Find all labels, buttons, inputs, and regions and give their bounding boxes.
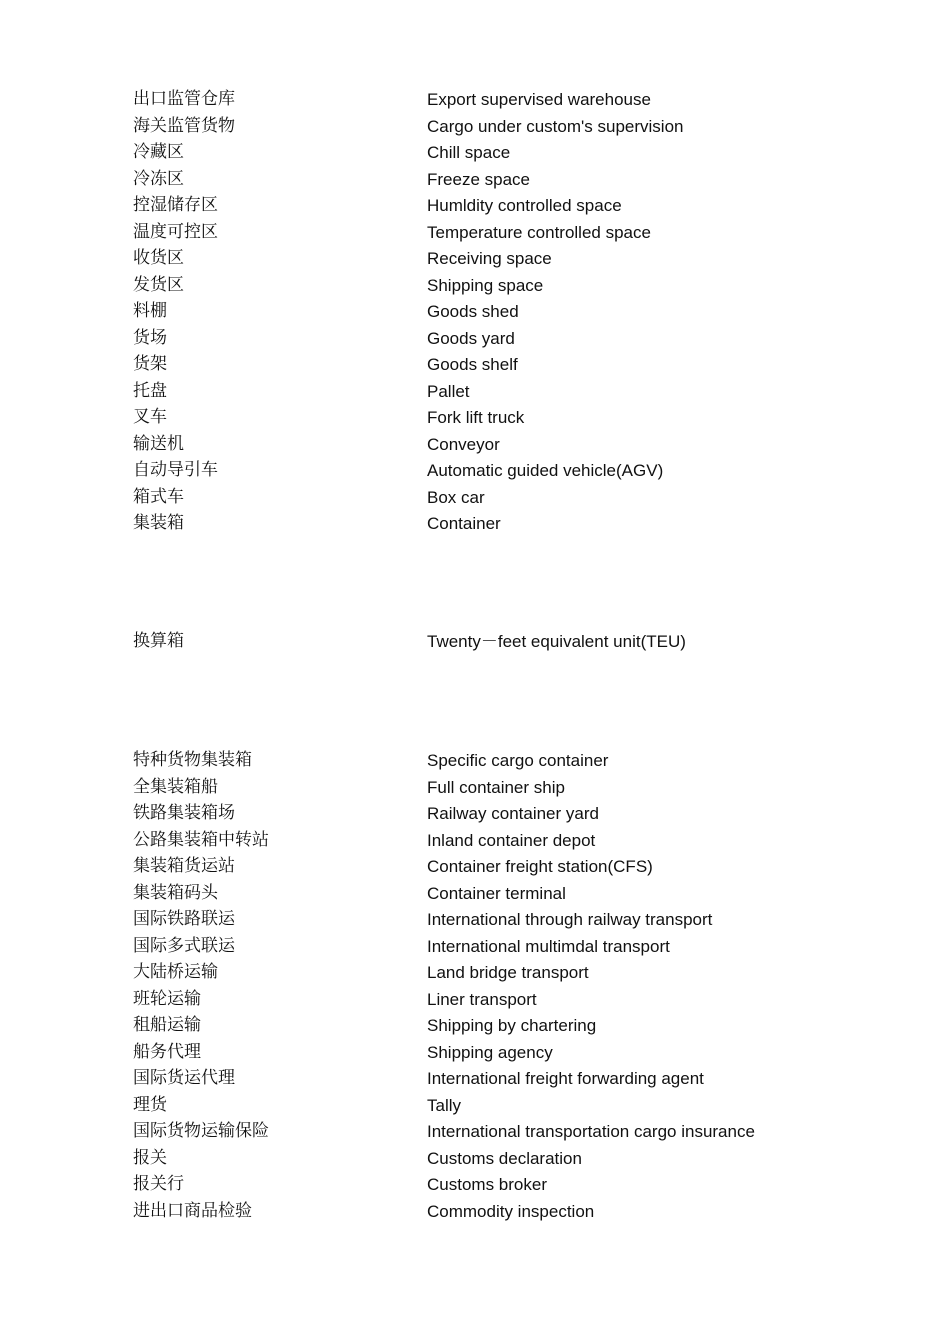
glossary-row — [133, 246, 893, 273]
english-term: Container freight station(CFS) — [427, 857, 653, 876]
chinese-term: 理货 — [133, 1094, 167, 1115]
glossary-group-teu — [133, 629, 893, 656]
english-term: Temperature controlled space — [427, 222, 651, 242]
glossary-row — [133, 1172, 893, 1199]
chinese-term: 国际货物运输保险 — [133, 1121, 269, 1141]
glossary-row — [133, 907, 893, 934]
glossary-row — [133, 629, 893, 656]
glossary-row — [133, 458, 893, 485]
english-term: Cargo under custom's supervision — [427, 116, 684, 136]
chinese-term: 海关监管货物 — [133, 115, 235, 136]
english-term: Container terminal — [427, 883, 566, 903]
english-term: Conveyor — [427, 434, 500, 454]
english-term: Automatic guided vehicle(AGV) — [427, 461, 664, 480]
chinese-term: 出口监管仓库 — [133, 89, 235, 109]
english-term: Goods shelf — [427, 355, 518, 374]
english-term: Goods yard — [427, 328, 515, 348]
english-term: Goods shed — [427, 302, 519, 321]
glossary-row — [133, 1146, 893, 1173]
english-term: Export supervised warehouse — [427, 90, 651, 109]
glossary-row — [133, 748, 893, 775]
english-term: Shipping by chartering — [427, 1016, 597, 1035]
glossary-row — [133, 1066, 893, 1093]
english-term: Specific cargo container — [427, 751, 609, 770]
glossary-row — [133, 114, 893, 141]
chinese-term: 国际多式联运 — [133, 935, 235, 956]
chinese-term: 报关 — [133, 1147, 167, 1168]
english-term: Twenty－feet equivalent unit(TEU) — [427, 632, 686, 651]
glossary-row — [133, 881, 893, 908]
glossary-row — [133, 854, 893, 881]
glossary-row — [133, 1040, 893, 1067]
english-term: Customs declaration — [427, 1148, 582, 1168]
glossary-row — [133, 960, 893, 987]
glossary-row — [133, 405, 893, 432]
english-term: International multimdal transport — [427, 936, 670, 956]
english-term: Customs broker — [427, 1175, 547, 1194]
chinese-term: 大陆桥运输 — [133, 962, 218, 982]
english-term: Tally — [427, 1095, 462, 1115]
chinese-term: 发货区 — [133, 274, 184, 295]
glossary-row — [133, 987, 893, 1014]
glossary-group-transport — [133, 748, 893, 1225]
glossary-row — [133, 87, 893, 114]
chinese-term: 温度可控区 — [133, 221, 218, 242]
english-term: Liner transport — [427, 989, 537, 1009]
chinese-term: 料棚 — [133, 301, 167, 321]
english-term: Chill space — [427, 143, 511, 162]
english-term: Railway container yard — [427, 804, 599, 823]
chinese-term: 货场 — [133, 327, 167, 348]
chinese-term: 自动导引车 — [133, 460, 218, 480]
chinese-term: 全集装箱船 — [133, 776, 218, 797]
english-term: Shipping agency — [427, 1042, 553, 1062]
english-term: Pallet — [427, 381, 470, 401]
english-term: International transportation cargo insurance — [427, 1122, 755, 1141]
chinese-term: 班轮运输 — [133, 988, 201, 1009]
chinese-term: 货架 — [133, 354, 167, 374]
chinese-term: 报关行 — [133, 1174, 184, 1194]
chinese-term: 进出口商品检验 — [133, 1200, 252, 1221]
english-term: Container — [427, 514, 501, 533]
chinese-term: 特种货物集装箱 — [133, 750, 252, 770]
chinese-term: 冷冻区 — [133, 168, 184, 189]
glossary-row — [133, 1119, 893, 1146]
english-term: Land bridge transport — [427, 963, 589, 982]
chinese-term: 控湿储存区 — [133, 195, 218, 215]
glossary-row — [133, 1013, 893, 1040]
chinese-term: 集装箱码头 — [133, 882, 218, 903]
glossary-row — [133, 220, 893, 247]
english-term: Full container ship — [427, 777, 565, 797]
glossary-row — [133, 775, 893, 802]
chinese-term: 国际货运代理 — [133, 1068, 235, 1088]
glossary-row — [133, 828, 893, 855]
glossary-row — [133, 1093, 893, 1120]
english-term: Freeze space — [427, 169, 530, 189]
english-term: Shipping space — [427, 275, 544, 295]
chinese-term: 叉车 — [133, 407, 167, 427]
glossary-row — [133, 485, 893, 512]
glossary-row — [133, 352, 893, 379]
glossary-group-warehousing — [133, 87, 893, 538]
glossary-row — [133, 273, 893, 300]
english-term: Fork lift truck — [427, 408, 525, 427]
english-term: Inland container depot — [427, 830, 596, 850]
glossary-row — [133, 801, 893, 828]
glossary-row — [133, 379, 893, 406]
chinese-term: 铁路集装箱场 — [133, 803, 235, 823]
glossary-row — [133, 1199, 893, 1226]
chinese-term: 集装箱 — [133, 513, 184, 533]
glossary-row — [133, 193, 893, 220]
glossary-row — [133, 326, 893, 353]
chinese-term: 箱式车 — [133, 486, 184, 507]
glossary-row — [133, 511, 893, 538]
english-term: Commodity inspection — [427, 1201, 595, 1221]
chinese-term: 公路集装箱中转站 — [133, 829, 269, 850]
glossary-row — [133, 432, 893, 459]
chinese-term: 租船运输 — [133, 1015, 201, 1035]
chinese-term: 收货区 — [133, 248, 184, 268]
glossary-row — [133, 299, 893, 326]
english-term: Humldity controlled space — [427, 196, 622, 215]
chinese-term: 集装箱货运站 — [133, 856, 235, 876]
english-term: Receiving space — [427, 249, 552, 268]
chinese-term: 冷藏区 — [133, 142, 184, 162]
chinese-term: 船务代理 — [133, 1041, 201, 1062]
chinese-term: 输送机 — [133, 433, 184, 454]
english-term: Box car — [427, 487, 485, 507]
chinese-term: 换算箱 — [133, 631, 184, 651]
chinese-term: 国际铁路联运 — [133, 909, 235, 929]
english-term: International freight forwarding agent — [427, 1069, 704, 1088]
glossary-row — [133, 167, 893, 194]
glossary-row — [133, 934, 893, 961]
chinese-term: 托盘 — [133, 380, 167, 401]
english-term: International through railway transport — [427, 910, 713, 929]
glossary-row — [133, 140, 893, 167]
